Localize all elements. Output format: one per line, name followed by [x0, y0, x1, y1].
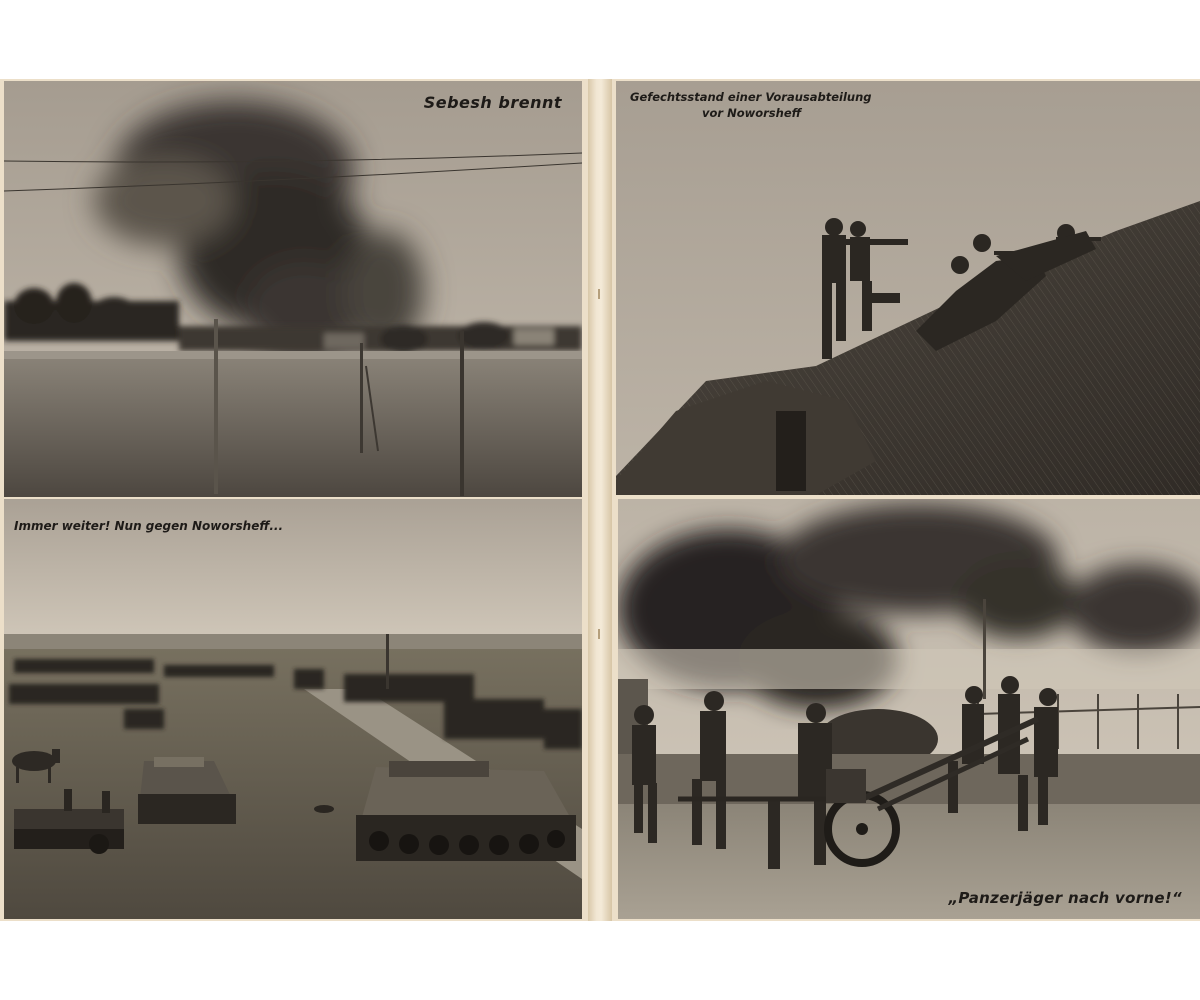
- photo-column-image: [4, 499, 582, 919]
- stitch-mark: [598, 289, 600, 299]
- photo-antitank-image: [618, 499, 1200, 919]
- photo-sebesh-burning: [4, 81, 582, 497]
- caption-panzerjaeger: „Panzerjäger nach vorne!“: [948, 889, 1182, 907]
- halftrack-vehicle: [14, 809, 124, 854]
- photo-command-post-image: [616, 81, 1200, 495]
- photo-column-advancing: [4, 499, 582, 919]
- caption-sebesh-brennt: Sebesh brennt: [423, 93, 562, 112]
- caption-gefechtsstand-line1: Gefechtsstand einer Vorausabteilung: [630, 90, 872, 104]
- left-page: [0, 79, 588, 921]
- assault-gun-large: [356, 761, 576, 861]
- right-page: [612, 79, 1200, 921]
- caption-gefechtsstand-line2: vor Noworsheff: [702, 106, 802, 120]
- photo-command-post: [616, 81, 1200, 495]
- caption-gefechtsstand: [630, 89, 872, 121]
- book-spread: [0, 79, 1200, 921]
- stitch-mark: [598, 629, 600, 639]
- caption-immer-weiter: Immer weiter! Nun gegen Noworsheff...: [14, 519, 283, 533]
- photo-antitank-gun-crew: [618, 499, 1200, 919]
- book-gutter: [588, 79, 612, 921]
- photo-sebesh-image: [4, 81, 582, 497]
